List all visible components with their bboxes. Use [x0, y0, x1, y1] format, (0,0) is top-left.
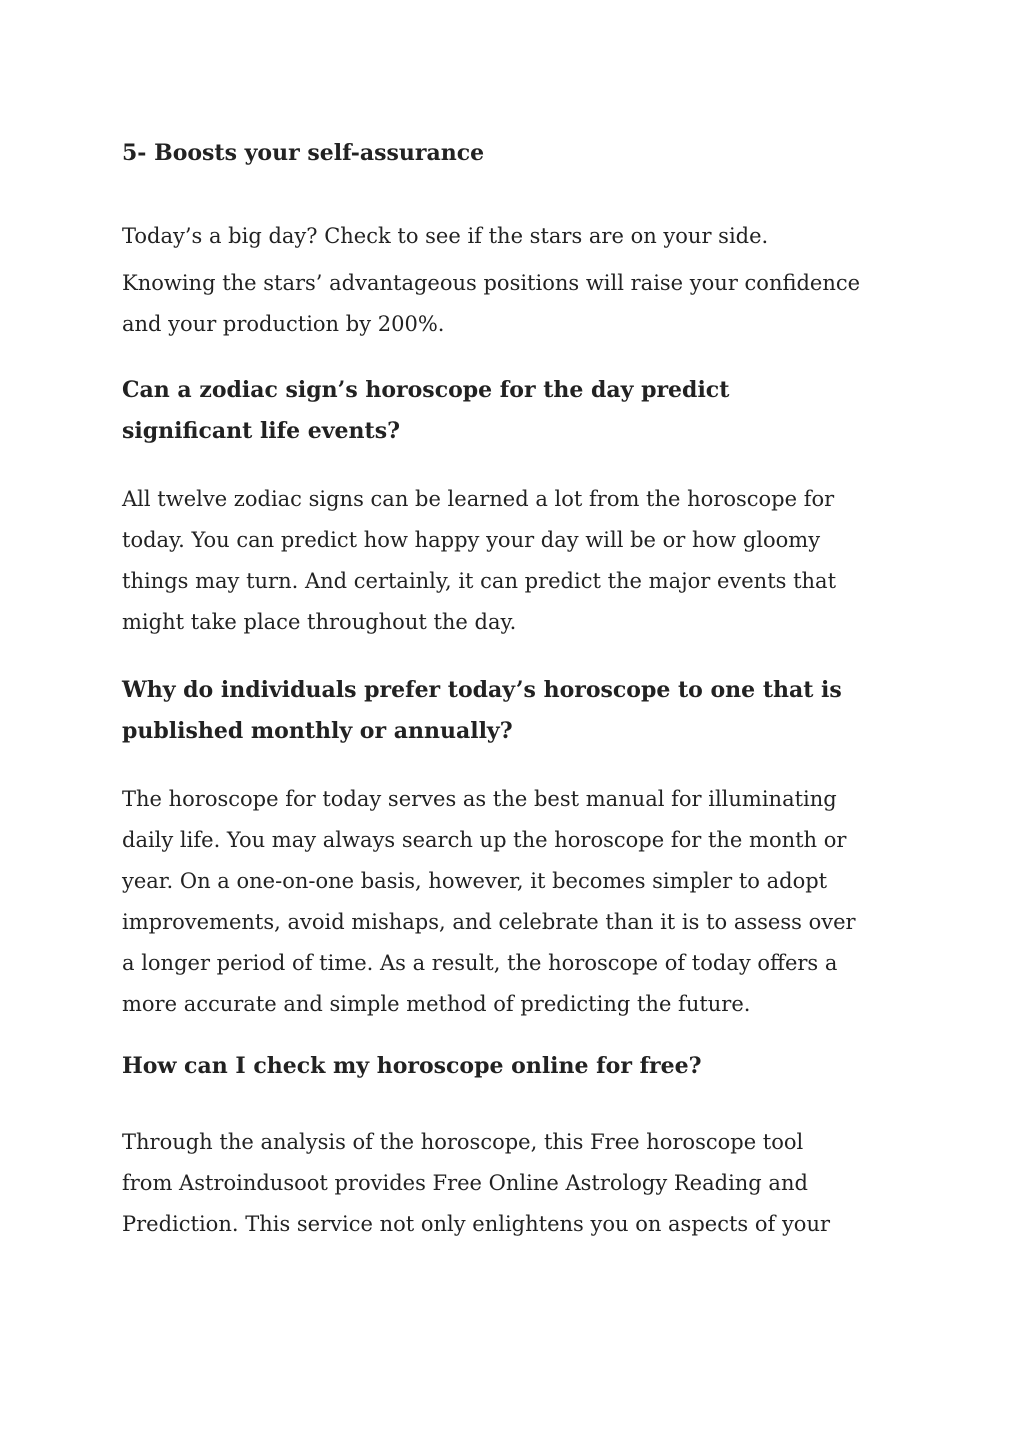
- paragraph-line: today. You can predict how happy your day will be or how gloomy: [122, 528, 821, 552]
- paragraph-best-manual: [122, 779, 856, 1025]
- paragraph-twelve-signs: [122, 479, 836, 643]
- heading-why-prefer-today: [122, 670, 842, 752]
- paragraph-free-horoscope-tool: [122, 1122, 830, 1245]
- heading-line: published monthly or annually?: [122, 718, 513, 744]
- paragraph-line: Through the analysis of the horoscope, this Free horoscope tool: [122, 1130, 804, 1154]
- heading-check-online-free: How can I check my horoscope online for free?: [122, 1053, 702, 1079]
- paragraph-line: from Astroindusoot provides Free Online Astrology Reading and: [122, 1171, 808, 1195]
- heading-line: Can a zodiac sign’s horoscope for the day predict: [122, 377, 730, 403]
- heading-predict-life-events: [122, 370, 729, 452]
- paragraph-line: and your production by 200%.: [122, 312, 445, 336]
- paragraph-line: The horoscope for today serves as the best manual for illuminating: [122, 787, 837, 811]
- paragraph-line: Today’s a big day? Check to see if the stars are on your side.: [122, 224, 769, 248]
- paragraph-line: improvements, avoid mishaps, and celebrate than it is to assess over: [122, 910, 856, 934]
- heading-line: Why do individuals prefer today’s horoscope to one that is: [122, 677, 842, 703]
- heading-boosts-self-assurance: 5- Boosts your self-assurance: [122, 140, 485, 166]
- paragraph-line: daily life. You may always search up the horoscope for the month or: [122, 828, 847, 852]
- heading-line: significant life events?: [122, 418, 400, 444]
- paragraph-big-day: [122, 216, 768, 257]
- paragraph-line: more accurate and simple method of predicting the future.: [122, 992, 751, 1016]
- paragraph-line: Prediction. This service not only enlightens you on aspects of your: [122, 1212, 831, 1236]
- paragraph-stars-positions: [122, 263, 860, 345]
- paragraph-line: All twelve zodiac signs can be learned a lot from the horoscope for: [122, 487, 835, 511]
- paragraph-line: a longer period of time. As a result, the horoscope of today offers a: [122, 951, 838, 975]
- paragraph-line: might take place throughout the day.: [122, 610, 517, 634]
- paragraph-line: Knowing the stars’ advantageous positions will raise your confidence: [122, 271, 861, 295]
- paragraph-line: year. On a one-on-one basis, however, it becomes simpler to adopt: [122, 869, 828, 893]
- paragraph-line: things may turn. And certainly, it can predict the major events that: [122, 569, 837, 593]
